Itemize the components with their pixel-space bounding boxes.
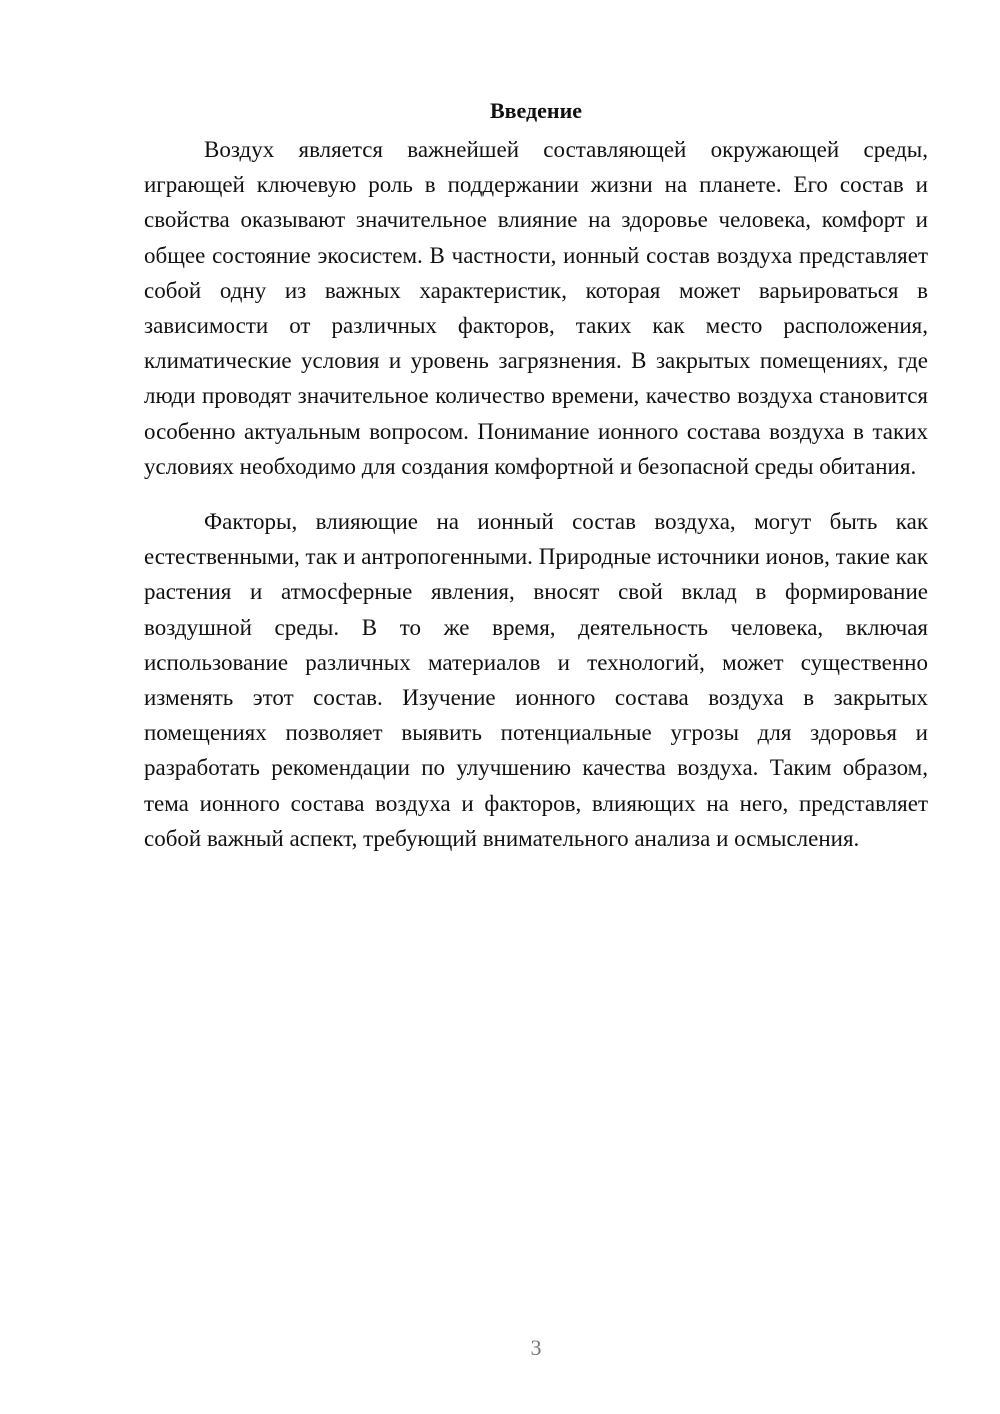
section-title: Введение bbox=[489, 98, 583, 123]
document-body bbox=[144, 92, 928, 856]
paragraph-2: Факторы, влияющие на ионный состав воздуха, могут быть как естественными, так и антропогенными. Природные источники ионов, такие как растения и атмосферные явления, вносят свой вклад в формирование воздушной среды. В то же время, деятельность человека, включая использование различных материалов и технологий, может существенно изменять этот состав. Изучение ионного состава воздуха в закрытых помещениях позволяет выявить потенциальные угрозы для здоровья и разработать рекомендации по улучшению качества воздуха. Таким образом, тема ионного состава воздуха и факторов, влияющих на него, представляет собой важный аспект, требующий внимательного анализа и осмысления. bbox=[144, 509, 928, 851]
page-number: 3 bbox=[530, 1335, 542, 1360]
paragraph-1: Воздух является важнейшей составляющей окружающей среды, играющей ключевую роль в поддержании жизни на планете. Его состав и свойства оказывают значительное влияние на здоровье человека, комфорт и общее состояние экосистем. В частности, ионный состав воздуха представляет собой одну из важных характеристик, которая может варьироваться в зависимости от различных факторов, таких как место расположения, климатические условия и уровень загрязнения. В закрытых помещениях, где люди проводят значительное количество времени, качество воздуха становится особенно актуальным вопросом. Понимание ионного состава воздуха в таких условиях необходимо для создания комфортной и безопасной среды обитания. bbox=[144, 137, 928, 479]
